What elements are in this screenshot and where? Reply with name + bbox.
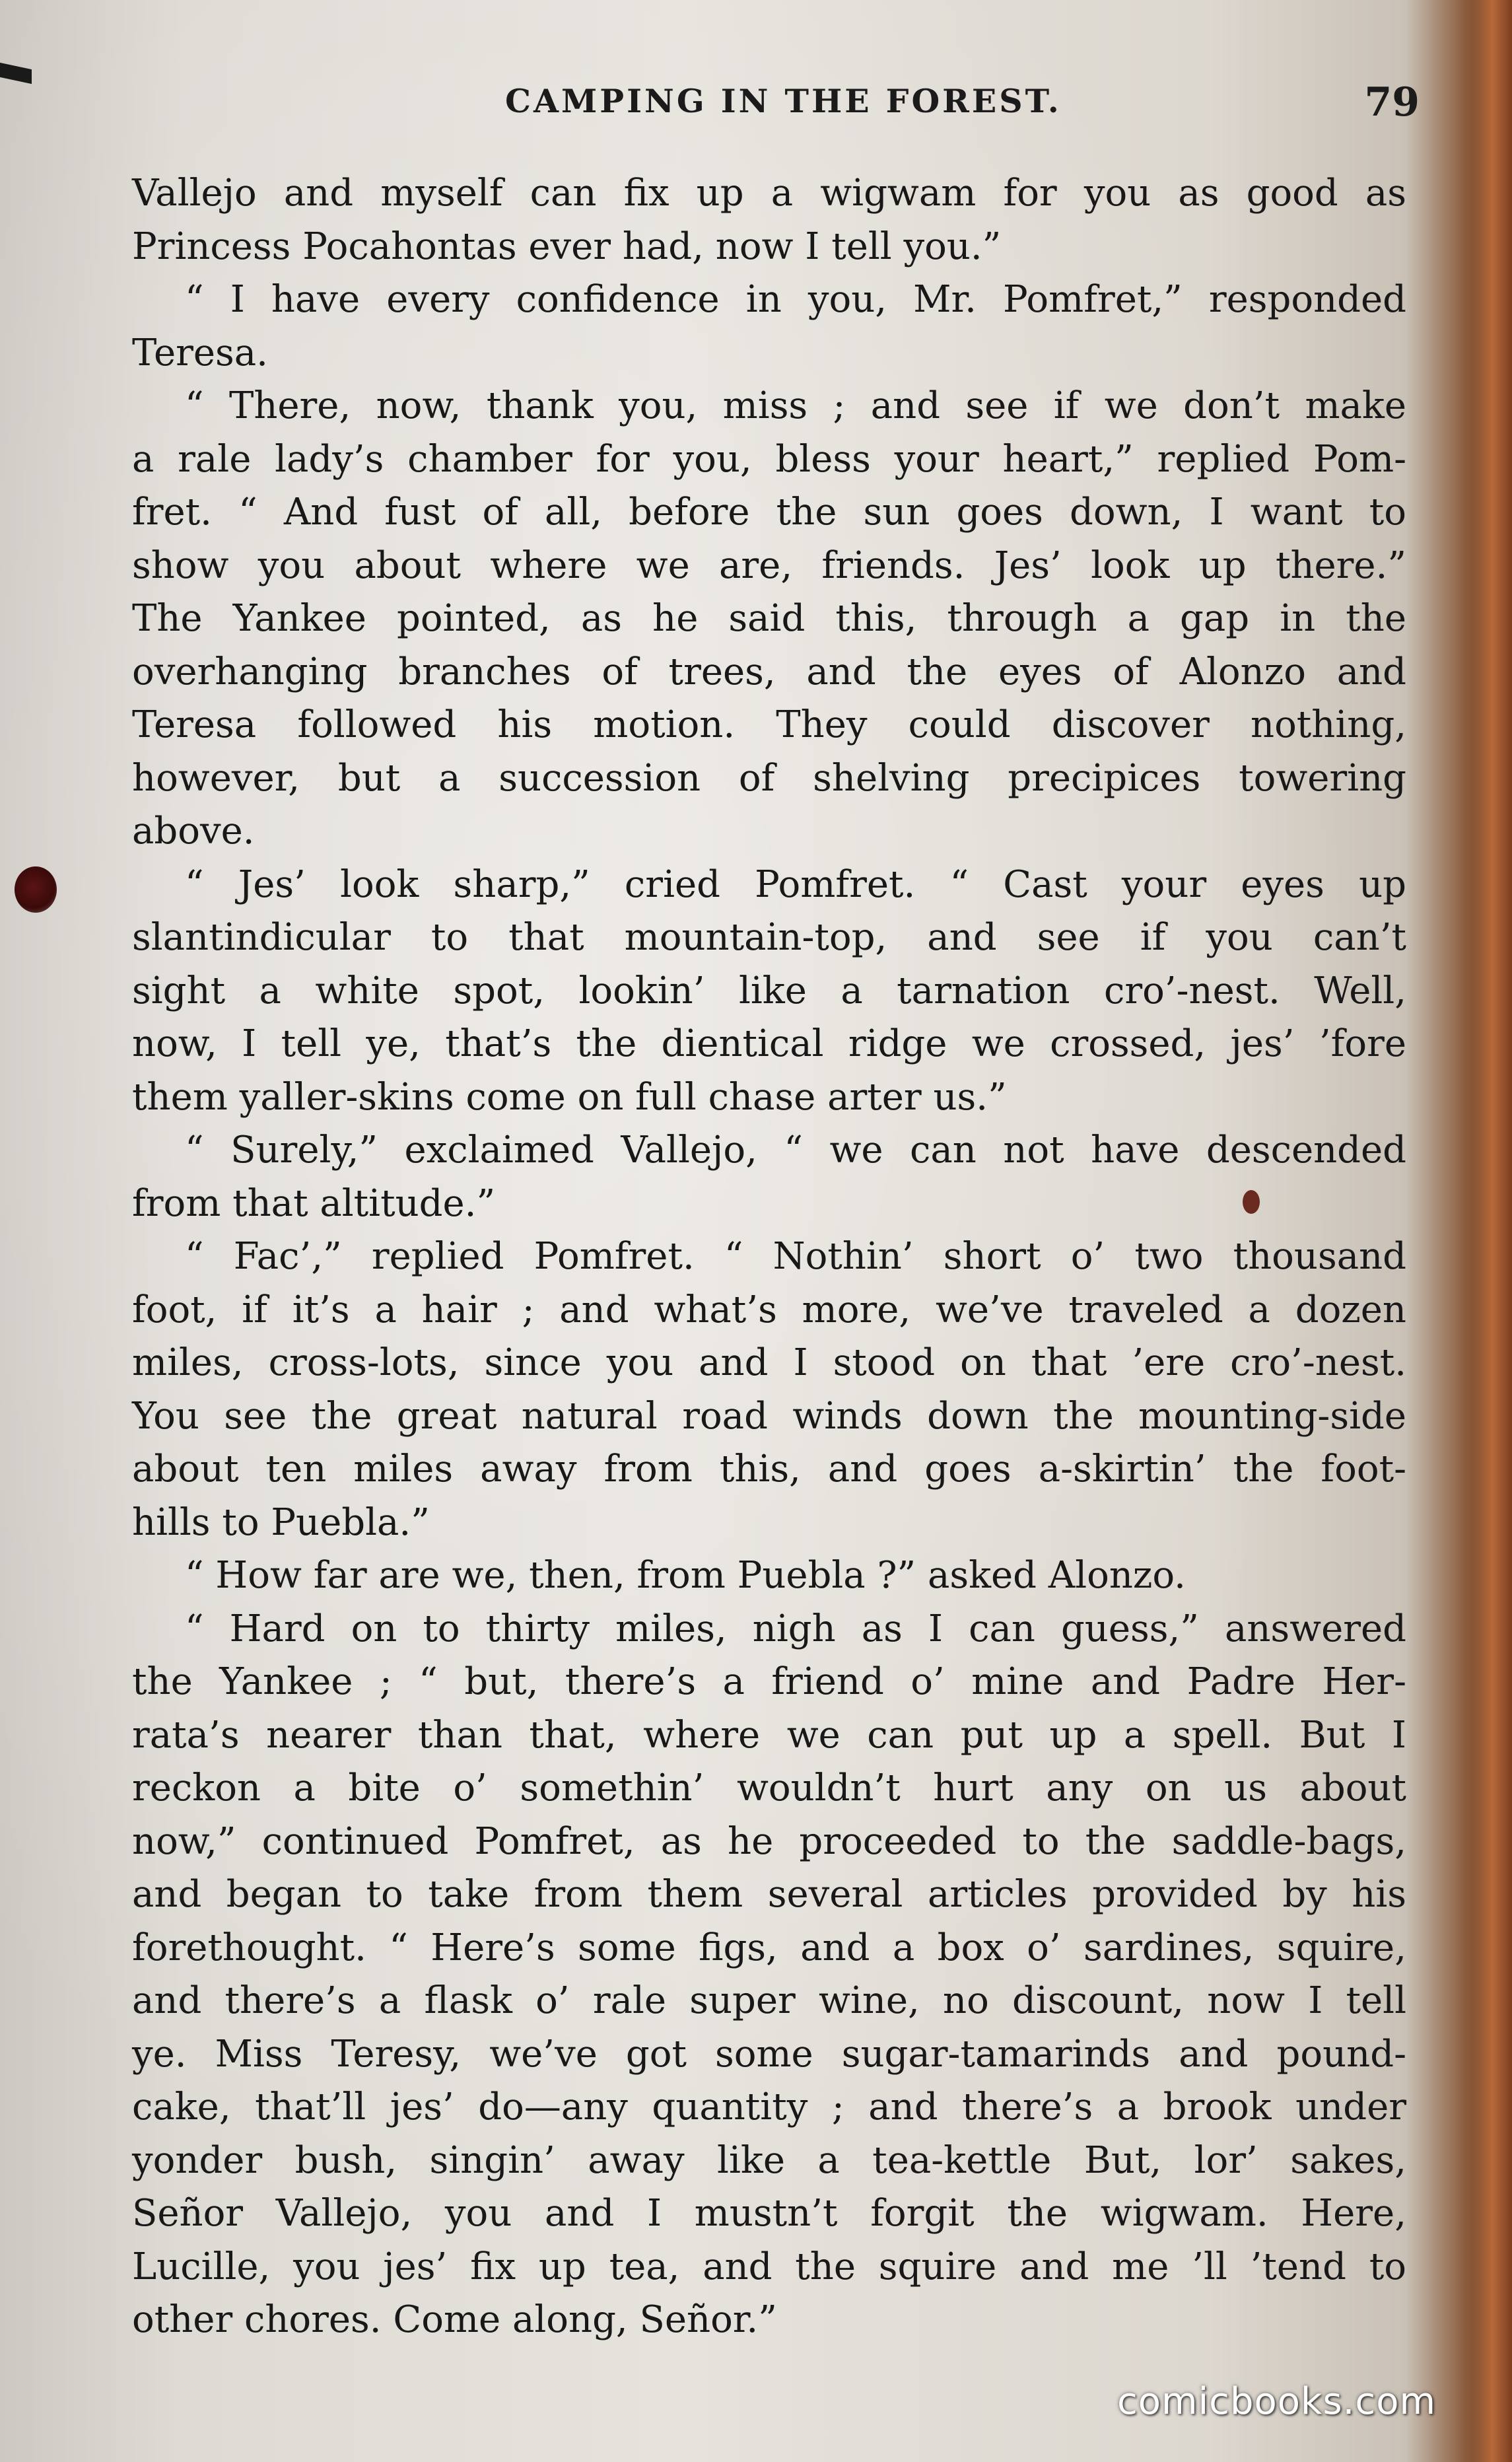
text-line: “ There, now, thank you, miss ; and see if we don’t make <box>185 384 1406 427</box>
text-line: Princess Pocahontas ever had, now I tell you.” <box>132 225 1002 268</box>
ink-blot <box>15 866 57 913</box>
text-line: ye. Miss Teresy, we’ve got some sugar-tamarinds and pound- <box>132 2032 1406 2076</box>
text-line: and began to take from them several articles provided by his <box>132 1873 1406 1916</box>
text-line: foot, if it’s a hair ; and what’s more, we’ve traveled a dozen <box>132 1288 1406 1331</box>
text-line: yonder bush, singin’ away like a tea-kettle But, lor’ sakes, <box>132 2138 1406 2182</box>
text-line: Teresa. <box>132 331 268 374</box>
page-number: 79 <box>1364 79 1420 125</box>
text-line: The Yankee pointed, as he said this, through a gap in the <box>132 597 1406 640</box>
text-line: “ How far are we, then, from Puebla ?” asked Alonzo. <box>185 1554 1186 1597</box>
text-line: “ Surely,” exclaimed Vallejo, “ we can not have descended <box>185 1129 1406 1172</box>
text-line: hills to Puebla.” <box>132 1500 430 1544</box>
page-header <box>132 74 1426 133</box>
text-line: Teresa followed his motion. They could discover nothing, <box>132 703 1406 746</box>
text-line: overhanging branches of trees, and the eyes of Alonzo and <box>132 650 1406 693</box>
text-line: however, but a succession of shelving precipices towering <box>132 756 1406 800</box>
text-line: “ Fac’,” replied Pomfret. “ Nothin’ short o’ two thousand <box>185 1235 1406 1278</box>
text-line: reckon a bite o’ somethin’ wouldn’t hurt any on us about <box>132 1767 1406 1810</box>
text-line: from that altitude.” <box>132 1181 496 1225</box>
text-line: You see the great natural road winds down the mounting-side <box>132 1394 1406 1438</box>
text-line: now, I tell ye, that’s the dientical ridge we crossed, jes’ ’fore <box>132 1022 1406 1065</box>
text-line: sight a white spot, lookin’ like a tarnation cro’-nest. Well, <box>132 969 1406 1012</box>
text-line: now,” continued Pomfret, as he proceeded to the saddle-bags, <box>132 1819 1406 1863</box>
text-line: above. <box>132 810 255 853</box>
text-line: “ Jes’ look sharp,” cried Pomfret. “ Cast your eyes up <box>185 862 1406 906</box>
corner-mark <box>0 63 32 84</box>
text-line: the Yankee ; “ but, there’s a friend o’ mine and Padre Her- <box>132 1660 1406 1703</box>
text-line: a rale lady’s chamber for you, bless your heart,” replied Pom- <box>132 437 1406 481</box>
text-line: forethought. “ Here’s some figs, and a box o’ sardines, squire, <box>132 1926 1406 1969</box>
text-line: and there’s a flask o’ rale super wine, no discount, now I tell <box>132 1979 1406 2022</box>
text-line: Vallejo and myself can fix up a wigwam for you as good as <box>132 172 1406 215</box>
text-line: them yaller-skins come on full chase arter us.” <box>132 1075 1007 1119</box>
text-line: rata’s nearer than that, where we can put up a spell. But I <box>132 1713 1406 1757</box>
text-line: cake, that’ll jes’ do—any quantity ; and there’s a brook under <box>132 2086 1406 2128</box>
watermark: comicbooks.com <box>1117 2380 1437 2423</box>
text-line: about ten miles away from this, and goes a-skirtin’ the foot- <box>132 1448 1406 1491</box>
text-line: “ Hard on to thirty miles, nigh as I can guess,” answered <box>185 1607 1406 1650</box>
text-line: slantindicular to that mountain-top, and see if you can’t <box>132 916 1406 959</box>
text-line: “ I have every confidence in you, Mr. Pomfret,” responded <box>185 278 1406 321</box>
text-line: miles, cross-lots, since you and I stood on that ’ere cro’-nest. <box>132 1341 1406 1384</box>
page-edge <box>1472 0 1512 2462</box>
text-line: Señor Vallejo, you and I mustn’t forgit the wigwam. Here, <box>132 2192 1406 2235</box>
text-line: Lucille, you jes’ fix up tea, and the squire and me ’ll ’tend to <box>132 2245 1406 2288</box>
text-line: fret. “ And fust of all, before the sun goes down, I want to <box>132 491 1406 534</box>
text-line: other chores. Come along, Señor.” <box>132 2298 777 2341</box>
running-head: CAMPING IN THE FOREST. <box>505 82 1062 120</box>
body-text <box>132 167 1406 2347</box>
text-line: show you about where we are, friends. Jes’ look up there.” <box>132 544 1406 587</box>
